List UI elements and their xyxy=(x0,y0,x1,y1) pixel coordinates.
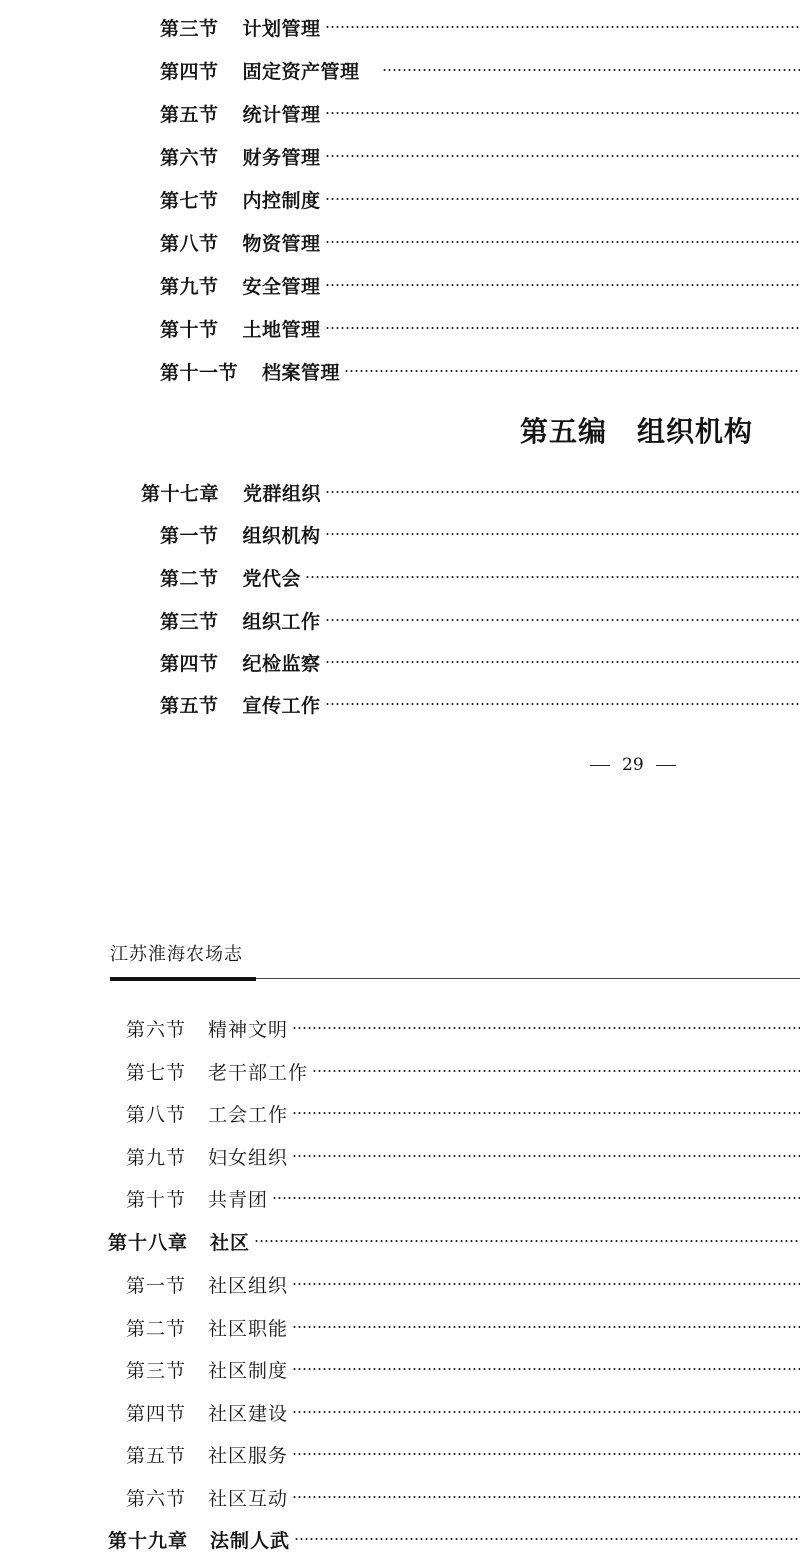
section-title: 社区职能 xyxy=(208,1317,289,1340)
toc-entry[interactable] xyxy=(160,270,800,300)
toc-entry[interactable] xyxy=(160,519,800,549)
toc-entry[interactable] xyxy=(126,1098,800,1128)
dot-leader xyxy=(292,1496,800,1498)
section-title: 物资管理 xyxy=(242,232,321,255)
section-number: 第五节 xyxy=(160,694,219,717)
dot-leader xyxy=(254,1240,800,1242)
section-number: 第五节 xyxy=(160,103,219,126)
page-number-value: 29 xyxy=(622,755,644,775)
dot-leader xyxy=(292,1027,800,1029)
chapter-title: 法制人武 xyxy=(210,1529,291,1552)
toc-entry[interactable] xyxy=(160,184,800,214)
dot-leader xyxy=(325,241,800,243)
toc-entry[interactable] xyxy=(160,55,800,85)
dot-leader xyxy=(325,533,800,535)
section-title: 党代会 xyxy=(242,567,302,590)
section-title: 档案管理 xyxy=(262,361,341,384)
toc-entry[interactable] xyxy=(160,227,800,257)
toc-entry[interactable] xyxy=(160,647,800,677)
dot-leader xyxy=(325,703,800,705)
dot-leader xyxy=(312,1070,800,1072)
dash-left xyxy=(590,765,610,766)
section-title: 固定资产管理 xyxy=(242,60,360,83)
running-head: 江苏淮海农场志 xyxy=(110,944,243,965)
toc-entry[interactable] xyxy=(126,1482,800,1512)
part-title: 组织机构 xyxy=(637,415,754,448)
section-title: 宣传工作 xyxy=(242,694,321,717)
toc-entry[interactable] xyxy=(126,1013,800,1043)
dot-leader xyxy=(294,1538,800,1540)
section-title: 社区服务 xyxy=(208,1444,289,1467)
section-number: 第七节 xyxy=(160,189,219,212)
toc-entry[interactable] xyxy=(126,1183,800,1213)
section-number: 第四节 xyxy=(126,1402,187,1425)
section-number: 第八节 xyxy=(160,232,219,255)
chapter-number: 第十九章 xyxy=(108,1529,189,1552)
header-rule-thin xyxy=(256,978,800,979)
toc-entry[interactable] xyxy=(160,562,800,592)
toc-page-lower xyxy=(0,830,800,1552)
section-number: 第三节 xyxy=(126,1359,187,1382)
section-number: 第二节 xyxy=(126,1317,187,1340)
section-number: 第九节 xyxy=(126,1146,187,1169)
chapter-title: 社区 xyxy=(210,1231,251,1254)
toc-entry[interactable] xyxy=(126,1269,800,1299)
section-title: 社区互动 xyxy=(208,1487,289,1510)
section-number: 第十一节 xyxy=(160,361,239,384)
chapter-number: 第十八章 xyxy=(108,1231,189,1254)
toc-entry[interactable] xyxy=(126,1312,800,1342)
toc-entry[interactable] xyxy=(160,313,800,343)
dot-leader xyxy=(292,1368,800,1370)
section-number: 第十节 xyxy=(126,1188,187,1211)
section-title: 土地管理 xyxy=(242,318,321,341)
dot-leader xyxy=(272,1197,800,1199)
dot-leader xyxy=(344,370,800,372)
dot-leader xyxy=(325,491,800,493)
toc-entry[interactable] xyxy=(160,605,800,635)
section-number: 第九节 xyxy=(160,275,219,298)
section-title: 社区制度 xyxy=(208,1359,289,1382)
toc-entry[interactable] xyxy=(126,1439,800,1469)
part-number: 第五编 xyxy=(520,415,608,448)
section-title: 社区建设 xyxy=(208,1402,289,1425)
dot-leader xyxy=(325,198,800,200)
section-title: 社区组织 xyxy=(208,1274,289,1297)
section-title: 工会工作 xyxy=(208,1103,289,1126)
section-number: 第十节 xyxy=(160,318,219,341)
dot-leader xyxy=(382,69,800,71)
section-number: 第五节 xyxy=(126,1444,187,1467)
dot-leader xyxy=(325,155,800,157)
section-title: 组织机构 xyxy=(242,524,321,547)
dot-leader xyxy=(292,1283,800,1285)
dot-leader xyxy=(325,619,800,621)
section-title: 纪检监察 xyxy=(242,652,321,675)
toc-chapter-entry[interactable] xyxy=(108,1524,800,1554)
dot-leader xyxy=(325,661,800,663)
section-number: 第一节 xyxy=(126,1274,187,1297)
section-title: 安全管理 xyxy=(242,275,321,298)
toc-entry[interactable] xyxy=(160,12,800,42)
toc-entry[interactable] xyxy=(160,98,800,128)
toc-entry[interactable] xyxy=(160,356,800,386)
dot-leader xyxy=(305,576,800,578)
dot-leader xyxy=(292,1326,800,1328)
dot-leader xyxy=(325,112,800,114)
section-title: 妇女组织 xyxy=(208,1146,289,1169)
toc-chapter-entry[interactable] xyxy=(108,1226,800,1256)
page-number xyxy=(590,752,676,778)
section-number: 第八节 xyxy=(126,1103,187,1126)
dot-leader xyxy=(325,327,800,329)
header-rule-thick xyxy=(110,977,256,981)
section-title: 共青团 xyxy=(208,1188,269,1211)
section-title: 统计管理 xyxy=(242,103,321,126)
section-number: 第一节 xyxy=(160,524,219,547)
section-title: 组织工作 xyxy=(242,610,321,633)
dot-leader xyxy=(292,1112,800,1114)
toc-chapter-entry[interactable] xyxy=(141,477,800,507)
toc-entry[interactable] xyxy=(126,1397,800,1427)
section-number: 第六节 xyxy=(160,146,219,169)
part-heading[interactable] xyxy=(520,410,753,450)
section-number: 第三节 xyxy=(160,17,219,40)
toc-entry[interactable] xyxy=(160,141,800,171)
section-title: 内控制度 xyxy=(242,189,321,212)
section-number: 第六节 xyxy=(126,1018,187,1041)
chapter-title: 党群组织 xyxy=(243,482,322,505)
section-title: 精神文明 xyxy=(208,1018,289,1041)
dot-leader xyxy=(325,284,800,286)
section-title: 财务管理 xyxy=(242,146,321,169)
section-number: 第七节 xyxy=(126,1061,187,1084)
section-number: 第三节 xyxy=(160,610,219,633)
section-title: 计划管理 xyxy=(242,17,321,40)
section-number: 第四节 xyxy=(160,652,219,675)
section-number: 第二节 xyxy=(160,567,219,590)
toc-entry[interactable] xyxy=(126,1141,800,1171)
dot-leader xyxy=(292,1411,800,1413)
dot-leader xyxy=(292,1453,800,1455)
toc-entry[interactable] xyxy=(160,689,800,719)
section-number: 第四节 xyxy=(160,60,219,83)
dot-leader xyxy=(325,26,800,28)
section-title: 老干部工作 xyxy=(208,1061,309,1084)
section-number: 第六节 xyxy=(126,1487,187,1510)
chapter-number: 第十七章 xyxy=(141,482,220,505)
dash-right xyxy=(656,765,676,766)
toc-entry[interactable] xyxy=(126,1056,800,1086)
toc-entry[interactable] xyxy=(126,1354,800,1384)
dot-leader xyxy=(292,1155,800,1157)
